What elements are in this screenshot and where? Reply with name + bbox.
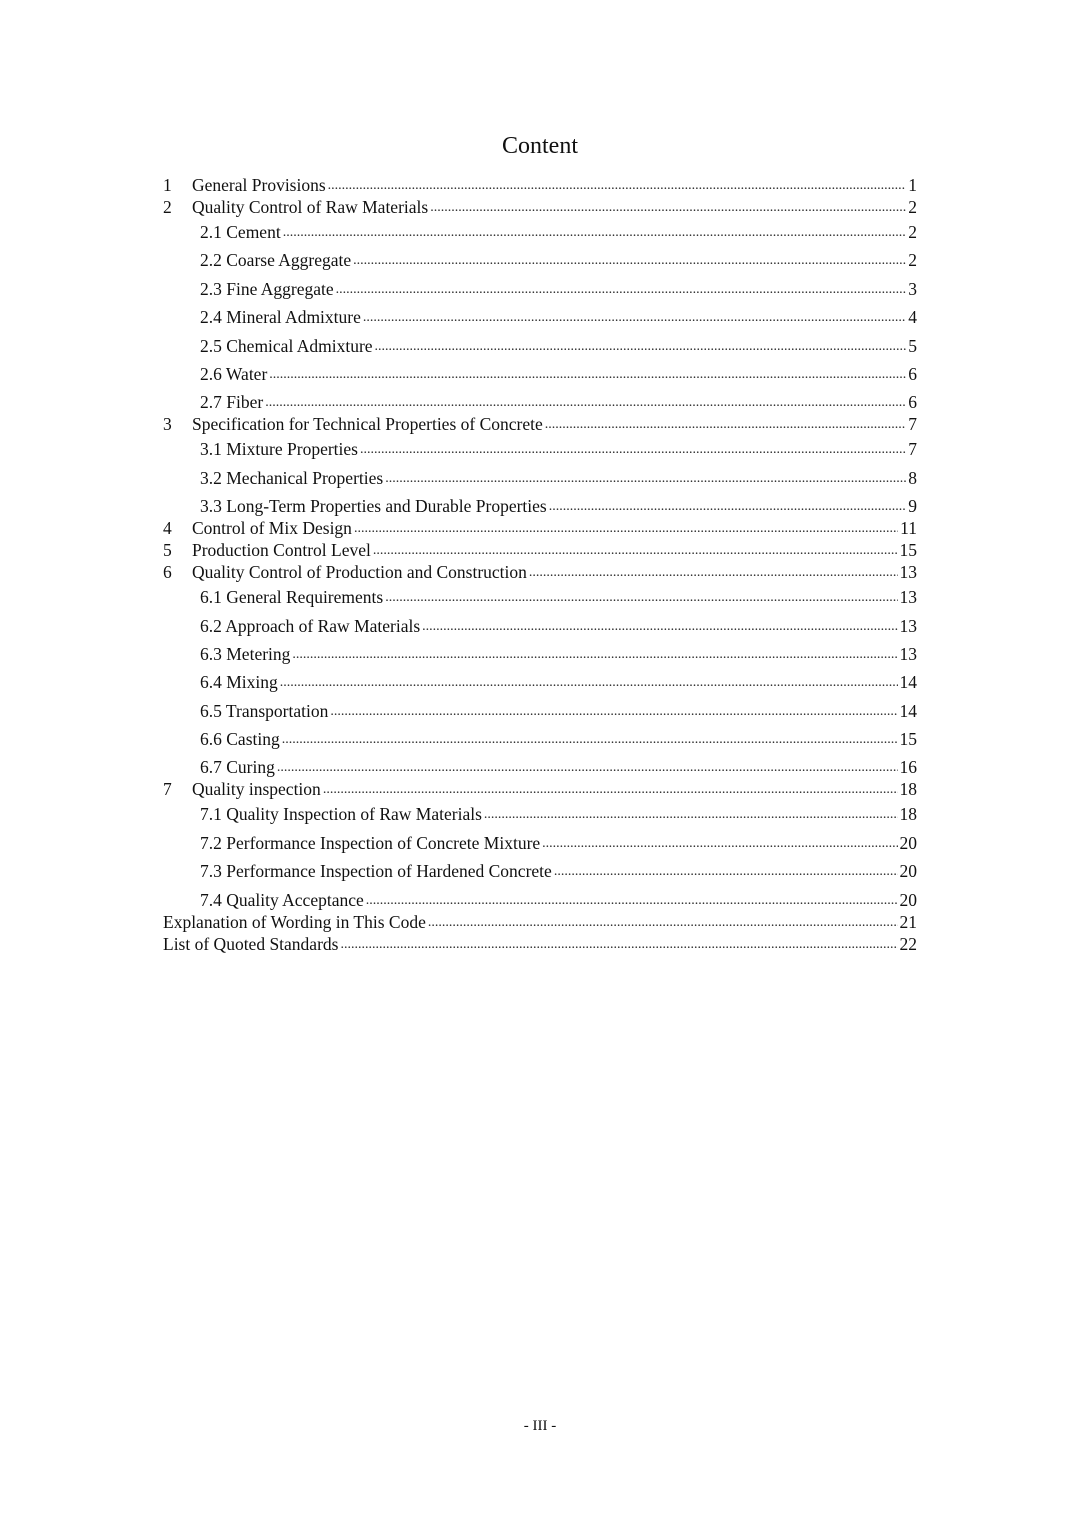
toc-entry-title: 3.3 Long-Term Properties and Durable Properties — [200, 496, 547, 517]
toc-subentry[interactable] — [163, 218, 917, 243]
toc-entry-page: 2 — [908, 197, 917, 217]
toc-entry-number: 4 — [163, 518, 172, 539]
toc-entry-page: 14 — [899, 700, 917, 721]
dot-leader — [428, 913, 898, 933]
toc-entry-page: 18 — [899, 804, 917, 825]
toc-entry-title: 2.2 Coarse Aggregate — [200, 250, 352, 271]
toc-entry-page: 20 — [899, 861, 917, 882]
toc-entry-title: Quality Control of Production and Construction — [192, 562, 527, 583]
toc-subentry[interactable] — [163, 385, 917, 413]
toc-entry-title: General Provisions — [192, 175, 326, 195]
dot-leader — [360, 440, 906, 460]
toc-entry-title: 2.4 Mineral Admixture — [200, 307, 361, 328]
dot-leader — [529, 563, 898, 583]
toc-entry-page: 15 — [899, 540, 917, 561]
toc-entry-page: 13 — [899, 587, 917, 608]
dot-leader — [554, 862, 898, 882]
toc-entry-page: 22 — [899, 933, 917, 954]
toc-subentry[interactable] — [163, 328, 917, 356]
toc-subentry[interactable] — [163, 665, 917, 693]
toc-entry[interactable] — [163, 517, 917, 539]
toc-entry-page: 2 — [908, 222, 917, 242]
dot-leader — [277, 758, 898, 778]
dot-leader — [282, 730, 898, 750]
toc-entry-title: 2.5 Chemical Admixture — [200, 335, 373, 356]
toc-subentry[interactable] — [163, 243, 917, 271]
toc-entry-number: 2 — [163, 197, 172, 217]
dot-leader — [265, 393, 906, 413]
toc-entry-page: 20 — [899, 889, 917, 910]
dot-leader — [545, 415, 906, 435]
toc-entry-number: 6 — [163, 562, 172, 583]
toc-entry-page: 16 — [899, 757, 917, 778]
toc-subentry[interactable] — [163, 800, 917, 825]
dot-leader — [484, 805, 898, 825]
toc-entry[interactable] — [163, 933, 917, 955]
toc-entry-title: 6.7 Curing — [200, 757, 275, 778]
dot-leader — [385, 469, 906, 489]
dot-leader — [340, 935, 897, 955]
toc-subentry[interactable] — [163, 357, 917, 385]
dot-leader — [336, 280, 907, 300]
toc-entry-title: 7.3 Performance Inspection of Hardened Concrete — [200, 861, 552, 882]
toc-subentry[interactable] — [163, 608, 917, 636]
toc-entry-title: 2.1 Cement — [200, 222, 281, 242]
toc-entry-page: 13 — [899, 562, 917, 583]
dot-leader — [363, 308, 906, 328]
toc-entry-page: 7 — [908, 414, 917, 435]
dot-leader — [385, 588, 897, 608]
toc-entry-title: 6.1 General Requirements — [200, 587, 384, 608]
toc-subentry[interactable] — [163, 271, 917, 299]
toc-entry[interactable] — [163, 174, 917, 196]
toc-subentry[interactable] — [163, 882, 917, 910]
dot-leader — [430, 198, 906, 218]
dot-leader — [373, 541, 898, 561]
dot-leader — [549, 497, 907, 517]
page-number: - III - — [523, 1418, 557, 1434]
page-title: Content — [502, 133, 578, 159]
toc-entry-page: 1 — [908, 175, 917, 195]
toc-entry-page: 13 — [899, 643, 917, 664]
toc-entry-page: 9 — [908, 496, 917, 517]
toc-entry-title: 6.2 Approach of Raw Materials — [200, 615, 421, 636]
toc-entry-title: 3.1 Mixture Properties — [200, 439, 358, 460]
toc-entry-title: Quality inspection — [192, 779, 321, 800]
toc-subentry[interactable] — [163, 854, 917, 882]
toc-subentry[interactable] — [163, 750, 917, 778]
dot-leader — [292, 645, 897, 665]
dot-leader — [330, 702, 897, 722]
dot-leader — [280, 673, 898, 693]
toc-entry-title: 7.1 Quality Inspection of Raw Materials — [200, 804, 482, 825]
dot-leader — [375, 337, 907, 357]
toc-entry-page: 6 — [908, 363, 917, 384]
toc-entry-page: 4 — [908, 307, 917, 328]
dot-leader — [283, 223, 907, 243]
toc-entry-page: 8 — [908, 467, 917, 488]
toc-entry-title: 6.5 Transportation — [200, 700, 329, 721]
toc-entry-title: 2.6 Water — [200, 363, 268, 384]
dot-leader — [354, 519, 898, 539]
dot-leader — [542, 834, 897, 854]
toc-entry-page: 20 — [899, 832, 917, 853]
toc-subentry[interactable] — [163, 583, 917, 608]
toc-entry[interactable] — [163, 778, 917, 800]
toc-subentry[interactable] — [163, 693, 917, 721]
toc-entry-number: 7 — [163, 779, 172, 800]
toc-entry[interactable] — [163, 539, 917, 561]
toc-entry-title: 7.4 Quality Acceptance — [200, 889, 364, 910]
toc-entry-page: 2 — [908, 250, 917, 271]
toc-entry-title: Quality Control of Raw Materials — [192, 197, 429, 217]
toc-entry-page: 18 — [899, 779, 917, 800]
toc-subentry[interactable] — [163, 300, 917, 328]
dot-leader — [353, 251, 906, 271]
toc-subentry[interactable] — [163, 489, 917, 517]
toc-entry-title: 2.3 Fine Aggregate — [200, 278, 334, 299]
toc-subentry[interactable] — [163, 722, 917, 750]
toc-entry-page: 13 — [899, 615, 917, 636]
toc-entry-page: 5 — [908, 335, 917, 356]
dot-leader — [269, 365, 906, 385]
toc-entry-title: 3.2 Mechanical Properties — [200, 467, 384, 488]
toc-entry-title: Specification for Technical Properties of Concrete — [192, 414, 543, 435]
toc-entry[interactable] — [163, 561, 917, 583]
toc-entry-title: 2.7 Fiber — [200, 392, 264, 413]
toc-entry-number: 3 — [163, 414, 172, 435]
toc-subentry[interactable] — [163, 637, 917, 665]
dot-leader — [422, 617, 897, 637]
dot-leader — [366, 891, 898, 911]
toc-entry-title: 6.3 Metering — [200, 643, 291, 664]
toc-entry-title: Control of Mix Design — [192, 518, 352, 539]
toc-subentry[interactable] — [163, 825, 917, 853]
toc-entry-number: 5 — [163, 540, 172, 561]
toc-entry-page: 21 — [899, 911, 917, 932]
toc-entry-title: Production Control Level — [192, 540, 371, 561]
toc-entry-page: 3 — [908, 278, 917, 299]
toc-entry[interactable] — [163, 911, 917, 933]
toc-entry[interactable] — [163, 413, 917, 435]
toc-entry-title: List of Quoted Standards — [163, 933, 339, 954]
toc-subentry[interactable] — [163, 460, 917, 488]
toc-entry-title: 6.4 Mixing — [200, 672, 278, 693]
toc-entry-title: 6.6 Casting — [200, 729, 280, 750]
toc-entry-page: 7 — [908, 439, 917, 460]
toc-entry-page: 15 — [899, 729, 917, 750]
dot-leader — [328, 176, 907, 196]
toc-subentry[interactable] — [163, 435, 917, 460]
toc-entry-title: Explanation of Wording in This Code — [163, 911, 426, 932]
dot-leader — [323, 780, 898, 800]
table-of-contents — [163, 174, 917, 955]
toc-entry-title: 7.2 Performance Inspection of Concrete Mixture — [200, 832, 541, 853]
toc-entry-page: 14 — [899, 672, 917, 693]
toc-entry-page: 11 — [900, 518, 917, 539]
toc-entry[interactable] — [163, 196, 917, 218]
toc-entry-number: 1 — [163, 175, 172, 195]
toc-entry-page: 6 — [908, 392, 917, 413]
